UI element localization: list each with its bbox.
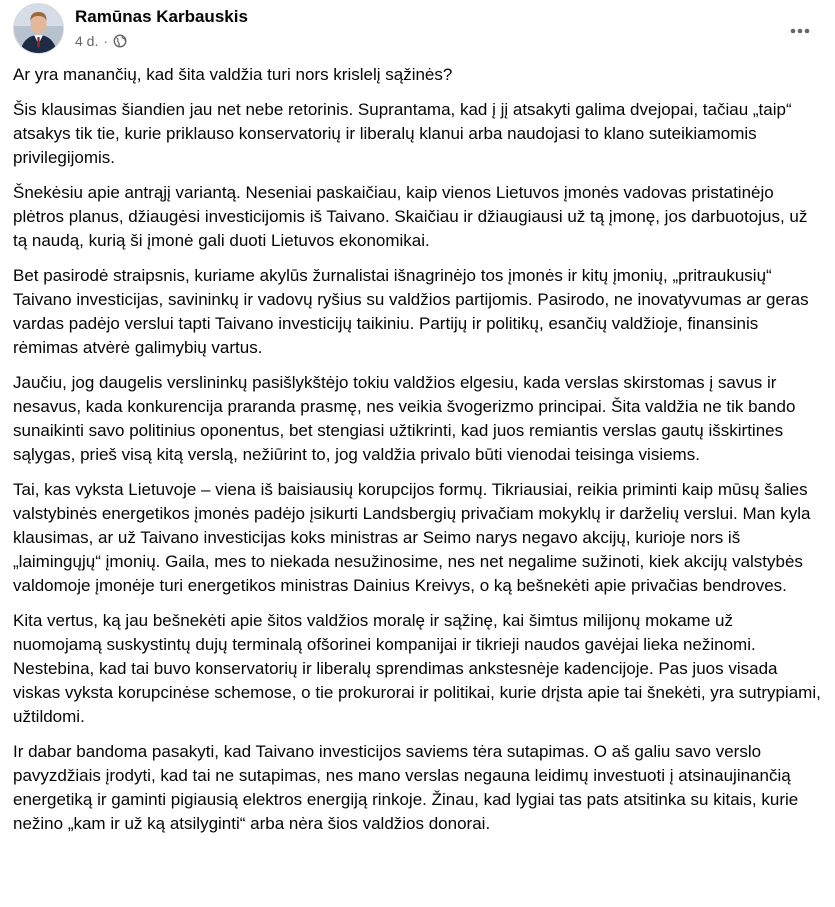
- post-timestamp[interactable]: 4 d.: [75, 33, 99, 49]
- post-paragraph: Kita vertus, ką jau bešnekėti apie šitos valdžios moralę ir sąžinę, kai šimtus milijonų mokame už nuomojamą suskystintų dujų terminalą ofšorinei kompanijai ir tikrieji naudos gavėjai lieka nežinomi. Nestebina, kad tai buvo konservatorių ir liberalų sprendimas ankstesnėje kadencijoje. Pas juos visada viskas vyksta korupcinėse schemose, o tie prokurorai ir politikai, kurie drįsta apie tai šnekėti, yra sutrypiami, užtildomi.: [13, 611, 821, 726]
- post-header: [13, 3, 822, 55]
- meta-separator: ·: [103, 33, 109, 49]
- post-text: [13, 63, 825, 847]
- author-name[interactable]: Ramūnas Karbauskis: [75, 7, 248, 26]
- avatar[interactable]: [13, 3, 64, 54]
- post-paragraph: Jaučiu, jog daugelis verslininkų pasišlykštėjo tokiu valdžios elgesiu, kada verslas skirstomas į savus ir nesavus, kada konkurencija praranda prasmę, nes veikia švogerizmo principai. Šita valdžia ne tik bando sunaikinti savo politinius oponentus, bet stengiasi užtikrinti, kad juos remiantis verslas gautų išskirtines sąlygas, prieš visą kitą verslą, nežiūrint to, jog valdžia privalo būti vienodai teisinga visiems.: [13, 373, 796, 464]
- post-paragraph: Šnekėsiu apie antrąjį variantą. Neseniai paskaičiau, kaip vienos Lietuvos įmonės vadovas pristatinėjo plėtros planus, džiaugėsi investicijomis iš Taivano. Skaičiau ir džiaugiausi už tą įmonę, jos darbuotojus, už tą naudą, kurią ši įmonė gali duoti Lietuvos ekonomikai.: [13, 183, 808, 250]
- more-options-icon[interactable]: [782, 13, 818, 49]
- post-paragraph: Tai, kas vyksta Lietuvoje – viena iš baisiausių korupcijos formų. Tikriausiai, reikia priminti kaip mūsų šalies valstybinės energetikos įmonės padėjo įsikurti Landsbergių privačiam mokyklų ir darželių verslui. Man kyla klausimas, ar už Taivano investicijas koks ministras ar Seimo narys negavo akcijų, kurioje nors iš „laimingųjų“ įmonių. Gaila, mes to niekada nesužinosime, nes net negalime sužinoti, kiek akcijų valstybės valdomoje įmonėje turi energetikos ministras Dainius Kreivys, o ką bešnekėti apie privačias bendroves.: [13, 480, 811, 595]
- post-paragraph: Bet pasirodė straipsnis, kuriame akylūs žurnalistai išnagrinėjo tos įmonės ir kitų įmonių, „pritraukusių“ Taivano investicijas, savininkų ir vadovų ryšius su valdžios partijomis. Pasirodo, ne inovatyvumas ar geras vardas padėjo verslui tapti Taivano investicijų taikiniu. Partijų ir politikų, esančių valdžioje, finansinis rėmimas atvėrė galimybių vartus.: [13, 266, 809, 357]
- post-paragraph: Šis klausimas šiandien jau net nebe retorinis. Suprantama, kad į jį atsakyti galima dvejopai, tačiau „taip“ atsakys tik tie, kurie priklauso konservatorių ir liberalų klanui arba naudojasi to klano suteikiamomis privilegijomis.: [13, 100, 792, 167]
- post-paragraph: Ir dabar bandoma pasakyti, kad Taivano investicijos saviems tėra sutapimas. O aš galiu savo verslo pavyzdžiais įrodyti, kad tai ne sutapimas, nes mano verslas negauna leidimų investuoti į atsinaujinančią energetiką ir gaminti pigiausią elektros energiją rinkoje. Žinau, kad lygiai tas pats atsitinka su kitais, kurie nežino „kam ir už ką atsilyginti“ arba nėra šios valdžios donorai.: [13, 742, 799, 833]
- globe-icon: [113, 34, 127, 48]
- post-meta: [75, 33, 127, 49]
- avatar-image: [14, 4, 63, 53]
- post-paragraph: Ar yra manančių, kad šita valdžia turi nors krislelį sąžinės?: [13, 65, 453, 84]
